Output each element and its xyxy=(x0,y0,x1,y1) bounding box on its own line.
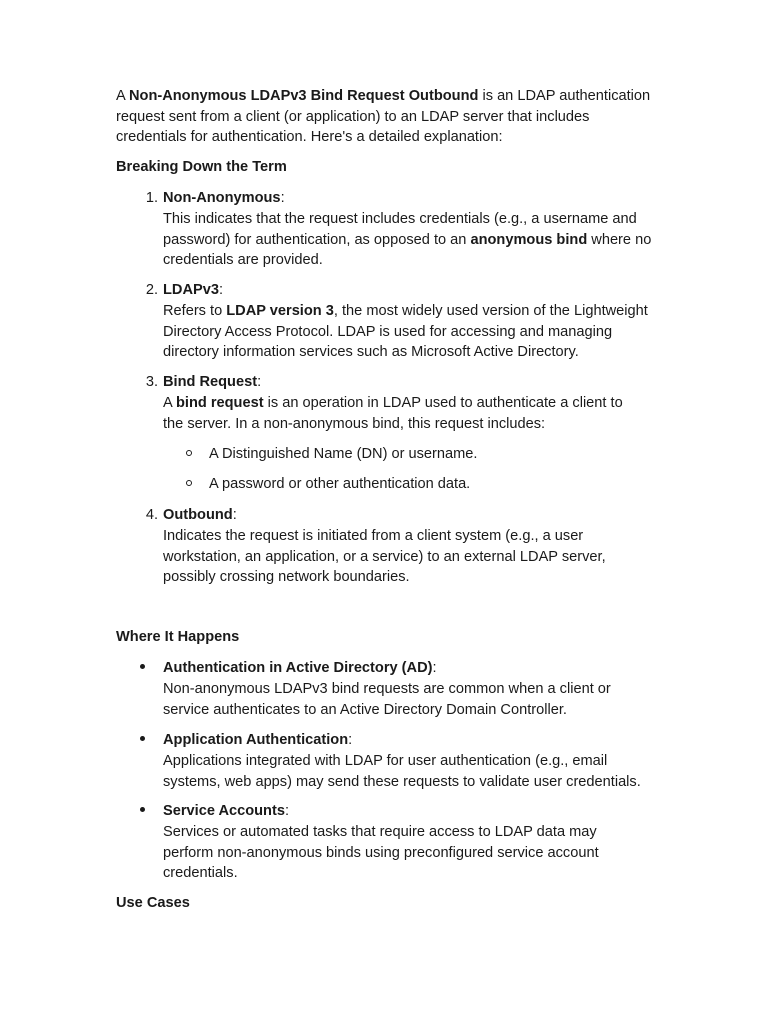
sub-list-item: A Distinguished Name (DN) or username. xyxy=(209,446,478,462)
list-item-title xyxy=(163,280,663,301)
intro-term: Non-Anonymous LDAPv3 Bind Request Outbound xyxy=(128,88,479,104)
desc-text: Refers to xyxy=(163,303,227,319)
list-item-title xyxy=(163,372,663,393)
item-title-text: Authentication in Active Directory (AD) xyxy=(163,660,433,676)
item-title-text: Non-Anonymous xyxy=(163,190,281,206)
list-item-title xyxy=(163,188,663,209)
list-number: 2. xyxy=(145,282,158,298)
item-colon: : xyxy=(280,190,285,206)
intro-paragraph xyxy=(116,86,656,148)
sub-list-item: A password or other authentication data. xyxy=(209,476,471,492)
list-item-title xyxy=(163,505,663,526)
item-colon: : xyxy=(432,660,437,676)
desc-text: , the most widely used version of the Lightweight Directory Access Protocol. LDAP is used for accessing and managing directory information services such as Microsoft Active Directory. xyxy=(163,303,648,361)
bullet-item-title xyxy=(163,730,663,751)
intro-rest: is an LDAP authentication request sent from a client (or application) to an LDAP server that includes credentials for authentication. Here's a detailed explanation: xyxy=(116,88,651,146)
item-title-text: Outbound xyxy=(163,507,233,523)
hollow-bullet-icon xyxy=(184,474,194,484)
desc-bold: bind request xyxy=(175,395,264,411)
heading-use-cases: Use Cases xyxy=(116,895,190,911)
bullet-item-title xyxy=(163,801,663,822)
item-colon: : xyxy=(284,803,289,819)
item-title-text: LDAPv3 xyxy=(163,282,219,298)
list-number: 4. xyxy=(145,507,158,523)
intro-prefix: A xyxy=(116,88,129,104)
hollow-bullet-icon xyxy=(184,444,194,454)
desc-bold: anonymous bind xyxy=(470,231,588,248)
desc-text: A xyxy=(163,395,176,411)
list-item-description xyxy=(163,209,653,271)
list-number: 3. xyxy=(145,374,158,390)
item-title-text: Service Accounts xyxy=(163,803,285,819)
bullet-icon xyxy=(138,801,148,811)
bullet-item-description: Services or automated tasks that require access to LDAP data may perform non-anonymous binds using preconfigured service account credentials. xyxy=(163,824,599,882)
heading-where-it-happens: Where It Happens xyxy=(116,629,240,645)
bullet-item-description: Applications integrated with LDAP for user authentication (e.g., email systems, web apps) may send these requests to validate user credentials. xyxy=(163,753,641,790)
bullet-item-title xyxy=(163,658,663,679)
item-title-text: Application Authentication xyxy=(163,732,349,748)
desc-text: where no credentials are provided. xyxy=(163,231,652,269)
heading-breaking-down: Breaking Down the Term xyxy=(116,159,287,175)
list-item-description xyxy=(163,301,658,363)
list-item-description: Indicates the request is initiated from a client system (e.g., a user workstation, an application, or a service) to an external LDAP server, possibly crossing network boundaries. xyxy=(163,528,606,586)
desc-text: This indicates that the request includes credentials (e.g., a username and password) for authentication, as opposed to an xyxy=(163,211,637,248)
bullet-icon xyxy=(138,658,148,668)
bullet-icon xyxy=(138,730,148,740)
item-title-text: Bind Request xyxy=(163,374,258,390)
list-item-description xyxy=(163,393,643,434)
desc-bold: LDAP version 3 xyxy=(226,303,334,319)
item-colon: : xyxy=(257,374,262,390)
list-number: 1. xyxy=(145,190,158,206)
item-colon: : xyxy=(232,507,237,523)
item-colon: : xyxy=(348,732,353,748)
bullet-item-description: Non-anonymous LDAPv3 bind requests are common when a client or service authenticates to an Active Directory Domain Controller. xyxy=(163,681,611,718)
desc-text: is an operation in LDAP used to authenticate a client to the server. In a non-anonymous bind, this request includes: xyxy=(163,395,623,432)
item-colon: : xyxy=(218,282,224,298)
